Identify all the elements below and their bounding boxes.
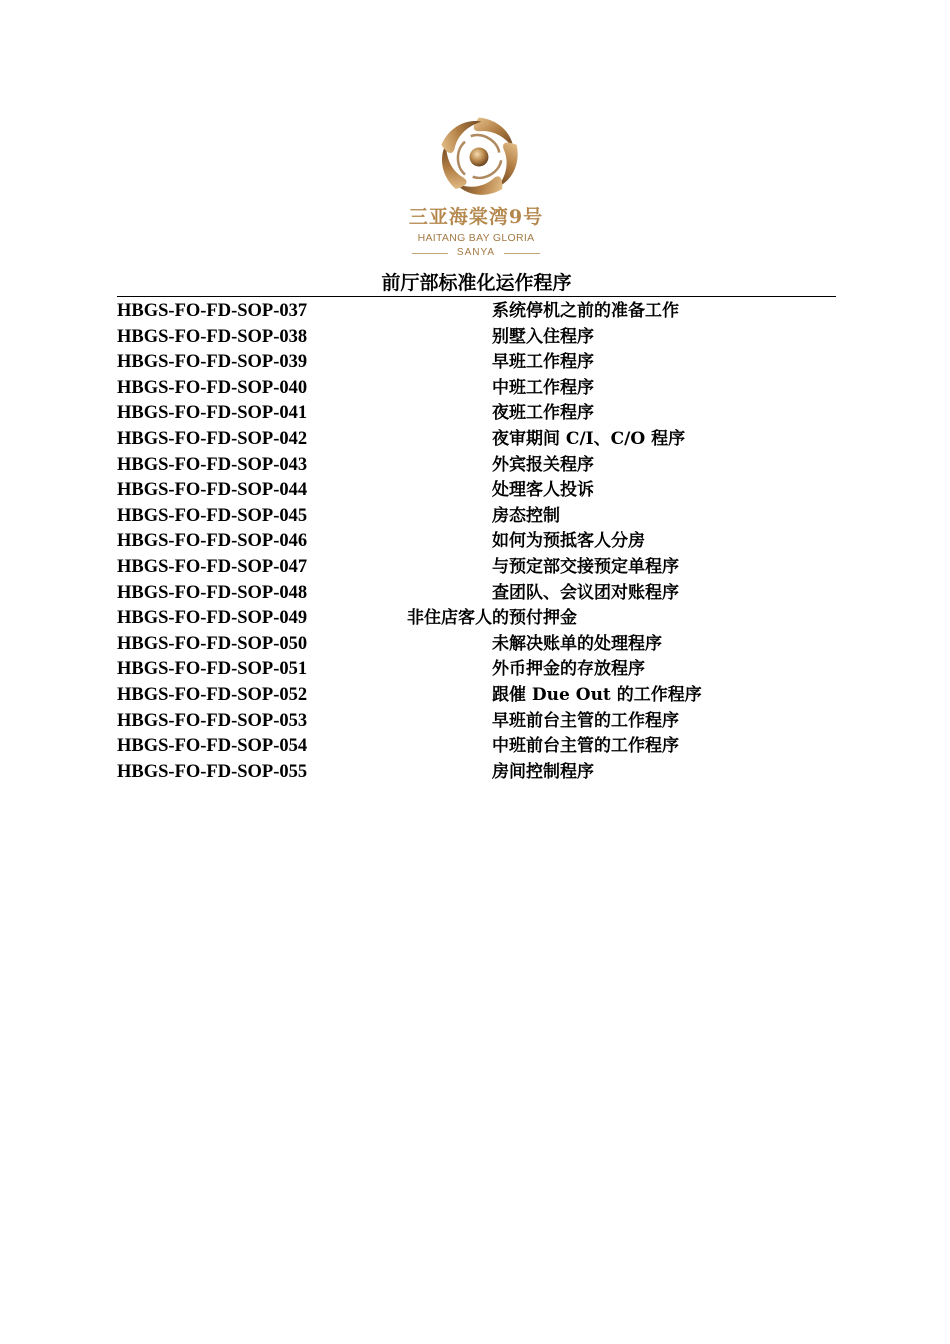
procedure-code: HBGS-FO-FD-SOP-039 [117,352,308,373]
procedure-name: 中班工作程序 [492,377,594,398]
procedure-name: 中班前台主管的工作程序 [492,736,679,757]
procedure-code: HBGS-FO-FD-SOP-041 [117,403,308,424]
procedure-code: HBGS-FO-FD-SOP-042 [117,428,308,449]
document-title: 前厅部标准化运作程序 [381,272,572,294]
list-item [117,478,836,504]
procedure-code: HBGS-FO-FD-SOP-040 [117,377,308,398]
procedure-code: HBGS-FO-FD-SOP-038 [117,326,308,347]
procedure-code: HBGS-FO-FD-SOP-037 [117,301,308,321]
procedure-name: 非住店客人的预付押金 [407,608,577,629]
procedure-code: HBGS-FO-FD-SOP-043 [117,454,308,475]
list-item [117,376,836,402]
list-item [117,632,836,658]
procedure-name: 夜审期间 C/I、C/O 程序 [492,428,686,449]
procedure-code: HBGS-FO-FD-SOP-045 [117,505,308,526]
title-underline [117,296,836,297]
procedure-code: HBGS-FO-FD-SOP-051 [117,659,308,680]
logo-location-text: SANYA [456,247,496,258]
procedure-name: 房间控制程序 [492,761,594,782]
list-item [117,760,836,786]
list-item [117,709,836,735]
procedure-name: 早班前台主管的工作程序 [492,710,679,731]
procedure-code: HBGS-FO-FD-SOP-048 [117,582,308,603]
list-item [117,504,836,530]
procedure-name: 房态控制 [492,505,560,526]
procedure-name: 与预定部交接预定单程序 [492,556,679,577]
procedure-name: 未解决账单的处理程序 [492,633,662,654]
procedure-code: HBGS-FO-FD-SOP-044 [117,480,308,501]
logo-location [400,246,552,260]
list-item [117,657,836,683]
procedure-name: 如何为预抵客人分房 [492,531,645,552]
list-item [117,606,836,632]
list-item [117,350,836,376]
list-item [117,683,836,709]
procedure-name: 系统停机之前的准备工作 [492,301,679,321]
procedure-code: HBGS-FO-FD-SOP-046 [117,531,308,552]
procedure-name: 夜班工作程序 [492,403,594,424]
procedure-code: HBGS-FO-FD-SOP-054 [117,736,308,757]
procedure-code: HBGS-FO-FD-SOP-052 [117,684,308,705]
logo-english-name: HAITANG BAY GLORIA [417,232,535,244]
list-item [117,529,836,555]
procedure-list [117,299,836,785]
procedure-name: 跟催 Due Out 的工作程序 [492,684,702,705]
procedure-name: 处理客人投诉 [492,480,594,501]
procedure-name: 外宾报关程序 [492,454,594,475]
procedure-name: 查团队、会议团对账程序 [492,582,679,603]
procedure-name: 早班工作程序 [492,352,594,373]
list-item [117,453,836,479]
hotel-logo [400,114,552,262]
procedure-name: 外币押金的存放程序 [492,659,645,680]
list-item [117,581,836,607]
list-item [117,325,836,351]
list-item [117,427,836,453]
list-item [117,299,836,325]
procedure-code: HBGS-FO-FD-SOP-047 [117,556,308,577]
list-item [117,555,836,581]
logo-divider-right [504,253,540,254]
procedure-code: HBGS-FO-FD-SOP-055 [117,761,308,782]
procedure-code: HBGS-FO-FD-SOP-050 [117,633,308,654]
list-item [117,401,836,427]
logo-chinese-name: 三亚海棠湾9号 [408,206,544,228]
procedure-code: HBGS-FO-FD-SOP-049 [117,608,308,629]
procedure-name: 别墅入住程序 [492,326,594,347]
list-item [117,734,836,760]
golden-swirl-logo-icon [436,114,522,200]
procedure-code: HBGS-FO-FD-SOP-053 [117,710,308,731]
